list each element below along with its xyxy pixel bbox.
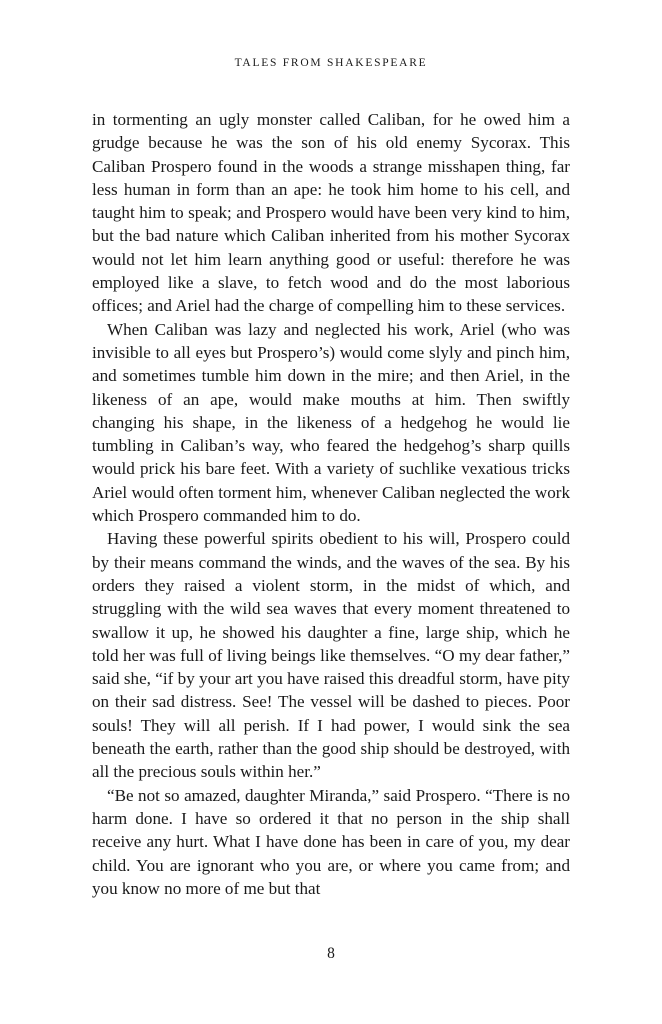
paragraph: “Be not so amazed, daughter Miranda,” said Prospero. “There is no harm done. I have so ordered it that no person in the ship shall receive any hurt. What I have done has been in care of you, my dear child. You are ignorant who you are, or where you came from; and you know no more of me but that [92,785,570,898]
page-number: 8 [327,945,335,962]
paragraph: Having these powerful spirits obedient to his will, Prospero could by their means command the winds, and the waves of the sea. By his orders they raised a violent storm, in the midst of which, and struggling with the wild sea waves that every moment threatened to swallow it up, he showed his daughter a fine, large ship, which he told her was full of living beings like themselves. “O my dear father,” said she, “if by your art you have raised this dreadful storm, have pity on their sad distress. See! The vessel will be dashed to pieces. Poor souls! They will all perish. If I had power, I would sink the sea beneath the earth, rather than the good ship should be destroyed, with all the precious souls within her.” [92,529,570,782]
running-head: TALES FROM SHAKESPEARE [234,57,428,69]
paragraph: in tormenting an ugly monster called Caliban, for he owed him a grudge because he was the son of his old enemy Sycorax. This Caliban Prospero found in the woods a strange misshapen thing, far less human in form than an ape: he took him home to his cell, and taught him to speak; and Prospero would have been very kind to him, but the bad nature which Caliban inherited from his mother Sycorax would not let him learn anything good or useful: therefore he was employed like a slave, to fetch wood and do the most laborious offices; and Ariel had the charge of compelling him to these services. [92,110,570,316]
body-text-block [92,108,570,900]
paragraph: When Caliban was lazy and neglected his work, Ariel (who was invisible to all eyes but Prospero’s) would come slyly and pinch him, and sometimes tumble him down in the mire; and then Ariel, in the likeness of an ape, would make mouths at him. Then swiftly changing his shape, in the likeness of a hedgehog he would lie tumbling in Caliban’s way, who feared the hedgehog’s sharp quills would prick his bare feet. With a variety of suchlike vexatious tricks Ariel would often torment him, whenever Caliban neglected the work which Prospero commanded him to do. [92,319,570,526]
